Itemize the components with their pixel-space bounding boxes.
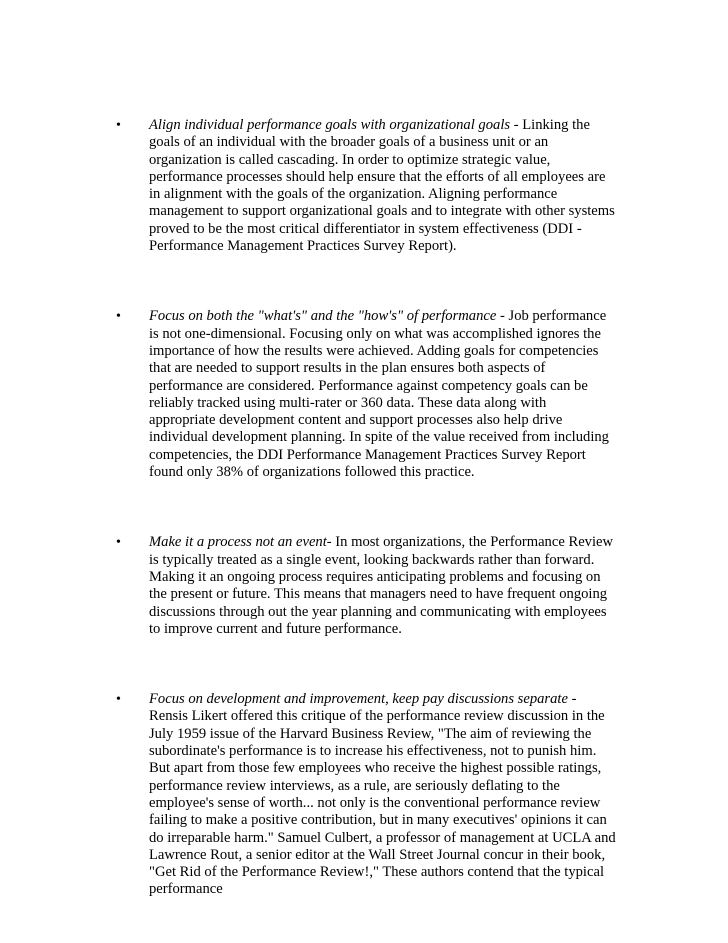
- item-separator: -: [496, 308, 509, 325]
- item-separator: -: [326, 534, 336, 551]
- list-item-whats-and-hows: [116, 308, 616, 481]
- item-lead-heading: Align individual performance goals with organizational goals: [149, 117, 511, 133]
- bullet-icon: •: [116, 692, 121, 708]
- item-lead-heading: Focus on both the "what's" and the "how's" of performance: [149, 308, 497, 325]
- item-body-text: Rensis Likert offered this critique of the performance review discussion in the July 1959 issue of the Harvard Business Review, "The aim of reviewing the subordinate's performance is to increase his effectiveness, not to punish him. But apart from those few employees who receive the highest possible ratings, performance review interviews, as a rule, are seriously deflating to the employee's sense of worth... not only is the conventional performance review failing to make a positive contribution, but in many executives' opinions it can do irreparable harm." Samuel Culbert, a professor of management at UCLA and Lawrence Rout, a senior editor at the Wall Street Journal concur in their book, "Get Rid of the Performance Review!," These authors contend that the typical performance: [149, 708, 616, 898]
- item-body-text: Linking the goals of an individual with the broader goals of a business unit or an organization is called cascading. In order to optimize strategic value, performance processes should help ensure that the efforts of all employees are in alignment with the goals of the organization. Aligning performance management to support organizational goals and to integrate with other systems proved to be the most critical differentiator in system effectiveness (DDI - Performance Management Practices Survey Report).: [149, 117, 615, 255]
- item-separator: -: [567, 691, 577, 708]
- item-body-text: In most organizations, the Performance Review is typically treated as a single event, looking backwards rather than forward. Making it an ongoing process requires anticipating problems and focusing on the present or future. This means that managers need to have frequent ongoing discussions through out the year planning and communicating with employees to improve current and future performance.: [149, 534, 614, 637]
- bullet-icon: •: [116, 309, 121, 325]
- list-item-align-goals: [116, 117, 616, 255]
- item-lead-heading: Focus on development and improvement, keep pay discussions separate: [149, 691, 568, 708]
- item-separator: -: [510, 117, 523, 133]
- bullet-list: [116, 117, 616, 899]
- item-lead-heading: Make it a process not an event: [149, 534, 327, 551]
- list-item-process-not-event: [116, 534, 616, 638]
- item-body-text: Job performance is not one-dimensional. Focusing only on what was accomplished ignores the importance of how the results were achieved. Adding goals for competencies that are needed to support results in the plan ensures both aspects of performance are considered. Performance against competency goals can be reliably tracked using multi-rater or 360 data. These data along with appropriate development content and support processes also help drive individual development planning. In spite of the value received from including competencies, the DDI Performance Management Practices Survey Report found only 38% of organizations followed this practice.: [149, 308, 609, 481]
- bullet-icon: •: [116, 118, 121, 133]
- bullet-icon: •: [116, 535, 121, 551]
- list-item-development-focus: [116, 691, 616, 899]
